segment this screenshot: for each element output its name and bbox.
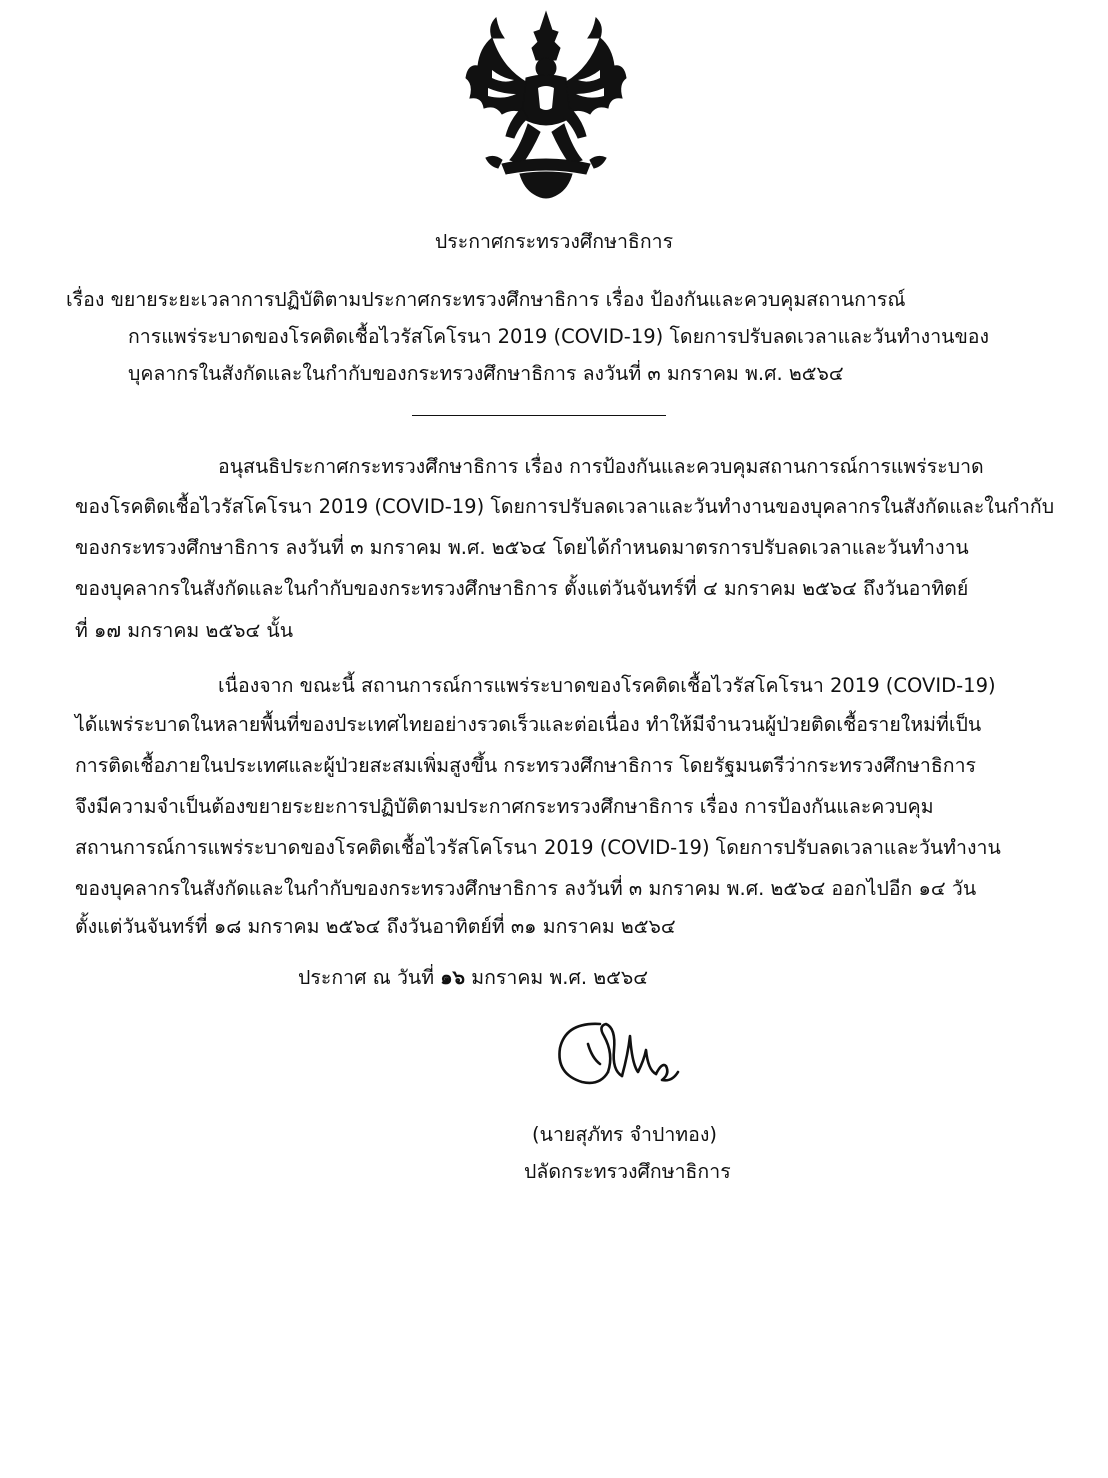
- garuda-emblem-icon: [462, 8, 630, 204]
- paragraph-1-line-5: ที่ ๑๗ มกราคม ๒๕๖๔ นั้น: [75, 619, 294, 642]
- subject-line-1: เรื่อง ขยายระยะเวลาการปฏิบัติตามประกาศกระทรวงศึกษาธิการ เรื่อง ป้องกันและควบคุมสถานการณ์: [66, 288, 906, 311]
- announcement-date: [298, 963, 648, 993]
- paragraph-2-line-7: ตั้งแต่วันจันทร์ที่ ๑๘ มกราคม ๒๕๖๔ ถึงวันอาทิตย์ที่ ๓๑ มกราคม ๒๕๖๔: [75, 915, 676, 938]
- title-divider: [412, 415, 666, 416]
- paragraph-2-line-2: ได้แพร่ระบาดในหลายพื้นที่ของประเทศไทยอย่างรวดเร็วและต่อเนื่อง ทำให้มีจำนวนผู้ป่วยติดเชื้อรายใหม่ที่เป็น: [75, 713, 982, 736]
- signatory-name: (นายสุภัทร จำปาทอง): [532, 1123, 717, 1146]
- handwritten-signature: [548, 1014, 688, 1104]
- paragraph-1-line-1: อนุสนธิประกาศกระทรวงศึกษาธิการ เรื่อง การป้องกันและควบคุมสถานการณ์การแพร่ระบาด: [218, 455, 984, 478]
- paragraph-2-line-4: จึงมีความจำเป็นต้องขยายระยะการปฏิบัติตามประกาศกระทรวงศึกษาธิการ เรื่อง การป้องกันและควบคุม: [75, 795, 934, 818]
- document-title: ประกาศกระทรวงศึกษาธิการ: [434, 230, 674, 253]
- paragraph-2-line-5: สถานการณ์การแพร่ระบาดของโรคติดเชื้อไวรัสโคโรนา 2019 (COVID-19) โดยการปรับลดเวลาและวันทำงาน: [75, 836, 1001, 859]
- paragraph-1-line-2: ของโรคติดเชื้อไวรัสโคโรนา 2019 (COVID-19) โดยการปรับลดเวลาและวันทำงานของบุคลากรในสังกัดและในกำกับ: [75, 495, 1055, 518]
- signatory-position: ปลัดกระทรวงศึกษาธิการ: [524, 1160, 731, 1183]
- subject-line-2: การแพร่ระบาดของโรคติดเชื้อไวรัสโคโรนา 2019 (COVID-19) โดยการปรับลดเวลาและวันทำงานของ: [128, 325, 990, 348]
- announcement-month-year: มกราคม พ.ศ. ๒๕๖๔: [471, 966, 649, 989]
- announcement-prefix: ประกาศ ณ วันที่: [298, 966, 435, 989]
- announcement-day: ๑๖: [440, 966, 466, 989]
- subject-line-3: บุคลากรในสังกัดและในกำกับของกระทรวงศึกษาธิการ ลงวันที่ ๓ มกราคม พ.ศ. ๒๕๖๔: [128, 362, 844, 385]
- paragraph-2-line-1: เนื่องจาก ขณะนี้ สถานการณ์การแพร่ระบาดของโรคติดเชื้อไวรัสโคโรนา 2019 (COVID-19): [218, 674, 996, 697]
- paragraph-1-line-4: ของบุคลากรในสังกัดและในกำกับของกระทรวงศึกษาธิการ ตั้งแต่วันจันทร์ที่ ๔ มกราคม ๒๕๖๔ ถึงวันอาทิตย์: [75, 577, 969, 600]
- paragraph-1-line-3: ของกระทรวงศึกษาธิการ ลงวันที่ ๓ มกราคม พ.ศ. ๒๕๖๔ โดยได้กำหนดมาตรการปรับลดเวลาและวันทำงาน: [75, 536, 969, 559]
- paragraph-2-line-3: การติดเชื้อภายในประเทศและผู้ป่วยสะสมเพิ่มสูงขึ้น กระทรวงศึกษาธิการ โดยรัฐมนตรีว่ากระทรวงศึกษาธิการ: [75, 754, 976, 777]
- paragraph-2-line-6: ของบุคลากรในสังกัดและในกำกับของกระทรวงศึกษาธิการ ลงวันที่ ๓ มกราคม พ.ศ. ๒๕๖๔ ออกไปอีก ๑๔ วัน: [75, 877, 977, 900]
